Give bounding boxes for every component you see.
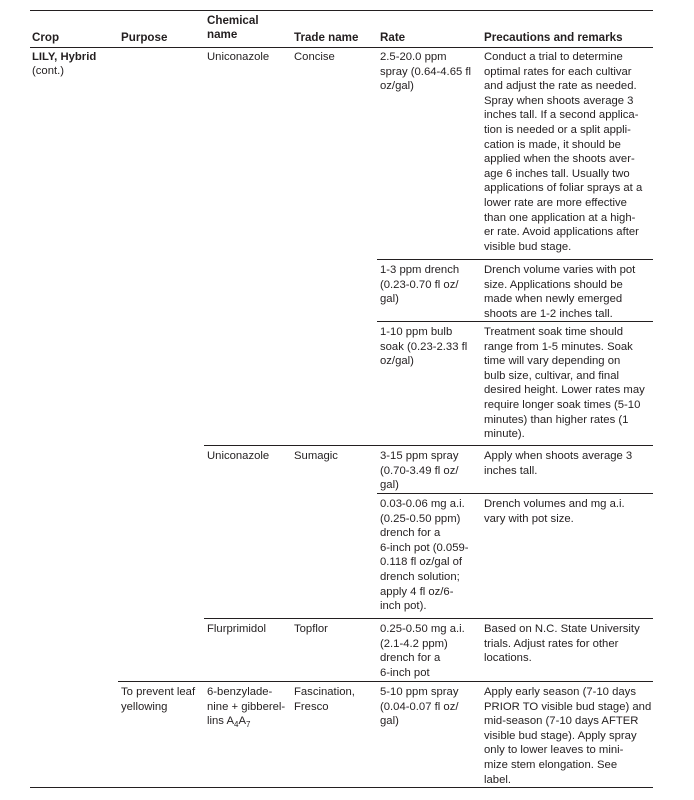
header-chemical-name: Chemical name [207, 14, 259, 41]
row-rule [377, 259, 653, 260]
header-trade-name: Trade name [294, 31, 359, 44]
header-rate: Rate [380, 31, 406, 44]
row-rule [204, 445, 653, 446]
remarks-cell: Drench volumes and mg a.i. vary with pot size. [484, 498, 625, 525]
trade-name-cell: Topflor [294, 623, 328, 635]
header-crop: Crop [32, 31, 60, 44]
rate-cell: 1-10 ppm bulb soak (0.23-2.33 fl oz/gal) [380, 326, 468, 368]
chemical-name-cell: Flurprimidol [207, 623, 267, 635]
rate-cell: 1-3 ppm drench (0.23-0.70 fl oz/ gal) [380, 264, 460, 306]
remarks-cell: Conduct a trial to determine optimal rates for each cultivar and adjust the rate as needed. Spray when shoots average 3 inches tall. If a second applica- tion is needed or a split appli- cation is made, it should be applied when the shoots aver- age 6 inches tall. Usually two applications of foliar sprays at a lower rate are more effective than one application at a high- er rate. Avoid applications after visible bud stage. [484, 51, 643, 253]
header-precautions: Precautions and remarks [484, 31, 623, 44]
trade-name-cell: Sumagic [294, 450, 338, 462]
row-rule [118, 681, 653, 682]
rate-cell: 0.03-0.06 mg a.i. (0.25-0.50 ppm) drench for a 6-inch pot (0.059- 0.118 fl oz/gal of drench solution; apply 4 fl oz/6- inch pot). [380, 498, 469, 613]
remarks-cell: Apply when shoots average 3 inches tall. [484, 450, 633, 477]
chemical-line: lins $A_4A_7$ [207, 715, 251, 730]
crop-name: LILY, Hybrid [32, 51, 97, 63]
trade-name-cell: Concise [294, 51, 335, 63]
chemical-name-cell [207, 685, 285, 730]
row-rule [204, 618, 653, 619]
remarks-cell: Apply early season (7-10 days PRIOR TO visible bud stage) and mid-season (7-10 days AFTER visible bud stage). Apply spray only to lower leaves to mini- mize stem elongation. See label. [484, 686, 652, 786]
table-bottom-rule [30, 787, 653, 788]
header-rule [30, 47, 653, 48]
chemical-line: 6-benzylade- [207, 686, 273, 698]
trade-name-cell: Fascination, Fresco [294, 686, 355, 713]
header-purpose: Purpose [121, 31, 168, 44]
rate-cell: 0.25-0.50 mg a.i. (2.1-4.2 ppm) drench for a 6-inch pot [380, 623, 465, 679]
chemical-line: nine + gibberel- [207, 700, 286, 713]
table-top-rule [30, 10, 653, 11]
row-rule [377, 321, 653, 322]
purpose-cell: To prevent leaf yellowing [121, 686, 196, 713]
remarks-cell: Treatment soak time should range from 1-5 minutes. Soak time will vary depending on bulb size, cultivar, and final desired height. Lower rates may require longer soak times (5-10 minutes) than higher rates (1 minute). [484, 326, 645, 441]
rate-cell: 5-10 ppm spray (0.04-0.07 fl oz/ gal) [380, 686, 459, 728]
chemical-name-cell: Uniconazole [207, 450, 270, 462]
crop-note: (cont.) [32, 65, 65, 77]
remarks-cell: Drench volume varies with pot size. Applications should be made when newly emerged shoots are 1-2 inches tall. [484, 264, 636, 320]
rate-cell: 3-15 ppm spray (0.70-3.49 fl oz/ gal) [380, 450, 459, 492]
chemical-name-cell: Uniconazole [207, 51, 270, 63]
remarks-cell: Based on N.C. State University trials. Adjust rates for other locations. [484, 623, 640, 665]
row-rule [377, 493, 653, 494]
rate-cell: 2.5-20.0 ppm spray (0.64-4.65 fl oz/gal) [380, 51, 472, 93]
